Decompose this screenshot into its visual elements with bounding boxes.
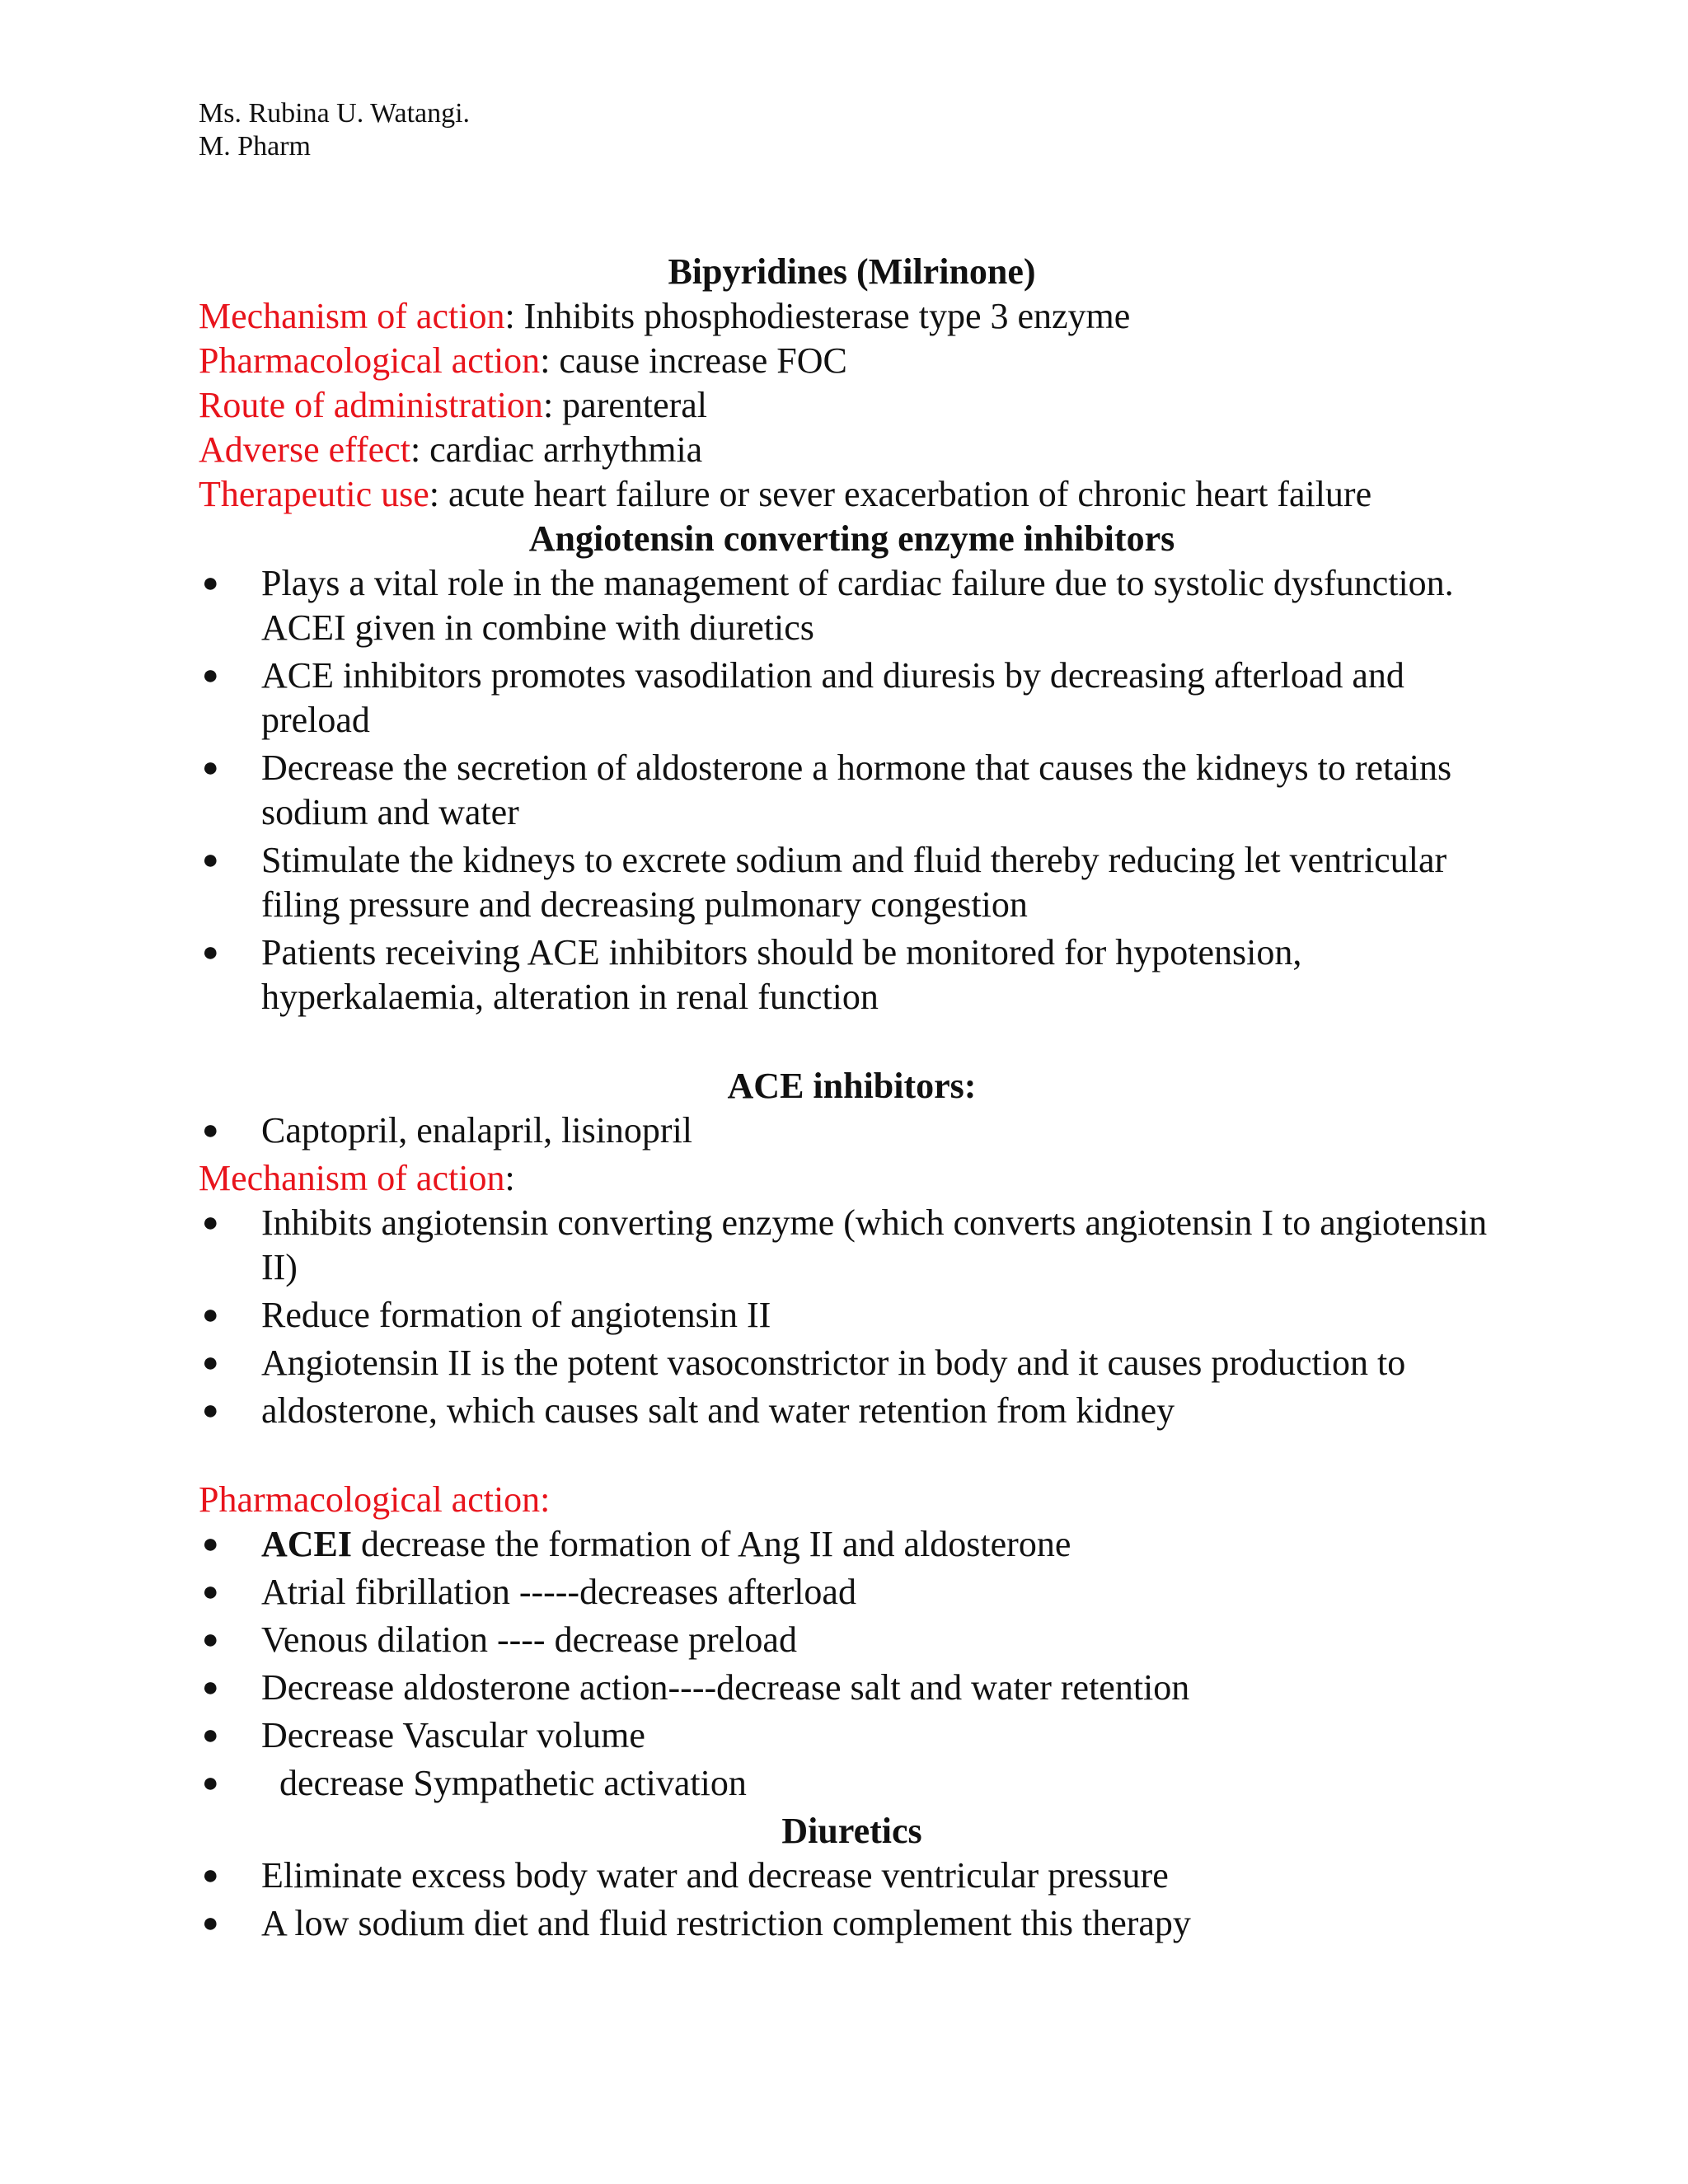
- bullet-icon: ●: [202, 1207, 219, 1238]
- bipyridines-pharm-action: Pharmacological action: cause increase FOC: [199, 340, 847, 381]
- bipyridines-adverse: Adverse effect: cardiac arrhythmia: [199, 429, 703, 470]
- list-item: ● Decrease Vascular volume: [199, 1713, 1505, 1758]
- ace-moa-list: [199, 1201, 1505, 1433]
- ace-examples-list: [199, 1108, 1505, 1153]
- bullet-icon: ●: [202, 937, 219, 968]
- spacer: [199, 1023, 1505, 1064]
- list-item: ● Captopril, enalapril, lisinopril: [199, 1108, 1505, 1153]
- bullet-icon: ●: [202, 1768, 219, 1798]
- bipyridines-moa: Mechanism of action: Inhibits phosphodiesterase type 3 enzyme: [199, 296, 1131, 336]
- bullet-icon: ●: [202, 1300, 219, 1330]
- bullet-icon: ●: [202, 1908, 219, 1938]
- label-route: Route of administration: [199, 385, 543, 425]
- list-item: ● Venous dilation ---- decrease preload: [199, 1618, 1505, 1662]
- author-degree: M. Pharm: [199, 131, 311, 162]
- diuretics-list: [199, 1854, 1505, 1946]
- bullet-icon: ●: [202, 568, 219, 598]
- bullet-icon: ●: [202, 1529, 219, 1559]
- bullet-icon: ●: [202, 1720, 219, 1750]
- list-item: ● decrease Sympathetic activation: [199, 1761, 1505, 1806]
- document-body: [199, 250, 1505, 1949]
- bullet-icon: ●: [202, 1115, 219, 1146]
- list-item: ● A low sodium diet and fluid restriction complement this therapy: [199, 1901, 1505, 1946]
- label-adverse: Adverse effect: [199, 429, 410, 470]
- bullet-icon: ●: [202, 1395, 219, 1426]
- label-pharm-action-2: Pharmacological action:: [199, 1479, 551, 1520]
- label-moa-2: Mechanism of action: [199, 1158, 505, 1198]
- list-item: ● Eliminate excess body water and decrease ventricular pressure: [199, 1854, 1505, 1898]
- heading-diuretics: Diuretics: [781, 1811, 922, 1851]
- author-block: [199, 97, 470, 163]
- list-item: ● Reduce formation of angiotensin II: [199, 1293, 1505, 1338]
- bipyridines-therapeutic: Therapeutic use: acute heart failure or sever exacerbation of chronic heart failure: [199, 474, 1372, 514]
- bullet-icon: ●: [202, 845, 219, 875]
- heading-bipyridines: Bipyridines (Milrinone): [668, 251, 1036, 292]
- heading-ace-inhibitors: ACE inhibitors:: [727, 1066, 977, 1106]
- list-item: ● Patients receiving ACE inhibitors should be monitored for hypotension, hyperkalaemia, alteration in renal function: [202, 932, 1302, 1017]
- list-item: ● aldosterone, which causes salt and water retention from kidney: [199, 1389, 1505, 1433]
- heading-acei: Angiotensin converting enzyme inhibitors: [528, 518, 1175, 559]
- list-item: ● ACE inhibitors promotes vasodilation and diuresis by decreasing afterload and preload: [202, 655, 1404, 740]
- bullet-icon: ●: [202, 1347, 219, 1378]
- list-item: ● Inhibits angiotensin converting enzyme (which converts angiotensin I to angiotensin II): [202, 1202, 1488, 1287]
- list-item: ● Plays a vital role in the management of cardiac failure due to systolic dysfunction. ACEI given in combine with diuretics: [202, 563, 1454, 648]
- label-moa: Mechanism of action: [199, 296, 505, 336]
- list-item: ● Angiotensin II is the potent vasoconstrictor in body and it causes production to: [199, 1341, 1505, 1385]
- bullet-icon: ●: [202, 1577, 219, 1607]
- label-pharm-action: Pharmacological action: [199, 340, 541, 381]
- author-name: Ms. Rubina U. Watangi.: [199, 98, 471, 129]
- bullet-icon: ●: [202, 1860, 219, 1891]
- list-item: ● Decrease the secretion of aldosterone a hormone that causes the kidneys to retains sodium and water: [202, 748, 1452, 832]
- list-item: ● Atrial fibrillation -----decreases afterload: [199, 1570, 1505, 1615]
- spacer: [199, 1436, 1505, 1478]
- bipyridines-route: Route of administration: parenteral: [199, 385, 708, 425]
- bullet-icon: ●: [202, 1672, 219, 1703]
- bullet-icon: ●: [202, 1624, 219, 1655]
- ace-pharm-list: [199, 1522, 1505, 1806]
- list-item: ● ACEI decrease the formation of Ang II and aldosterone: [199, 1522, 1505, 1567]
- bullet-icon: ●: [202, 752, 219, 783]
- ace-moa-label-line: Mechanism of action:: [199, 1158, 515, 1198]
- bullet-icon: ●: [202, 660, 219, 691]
- list-item: ● Stimulate the kidneys to excrete sodium and fluid thereby reducing let ventricular filing pressure and decreasing pulmonary congestion: [202, 840, 1447, 925]
- label-therapeutic: Therapeutic use: [199, 474, 429, 514]
- acei-bullet-list: [199, 561, 1505, 1019]
- list-item: ● Decrease aldosterone action----decrease salt and water retention: [199, 1666, 1505, 1710]
